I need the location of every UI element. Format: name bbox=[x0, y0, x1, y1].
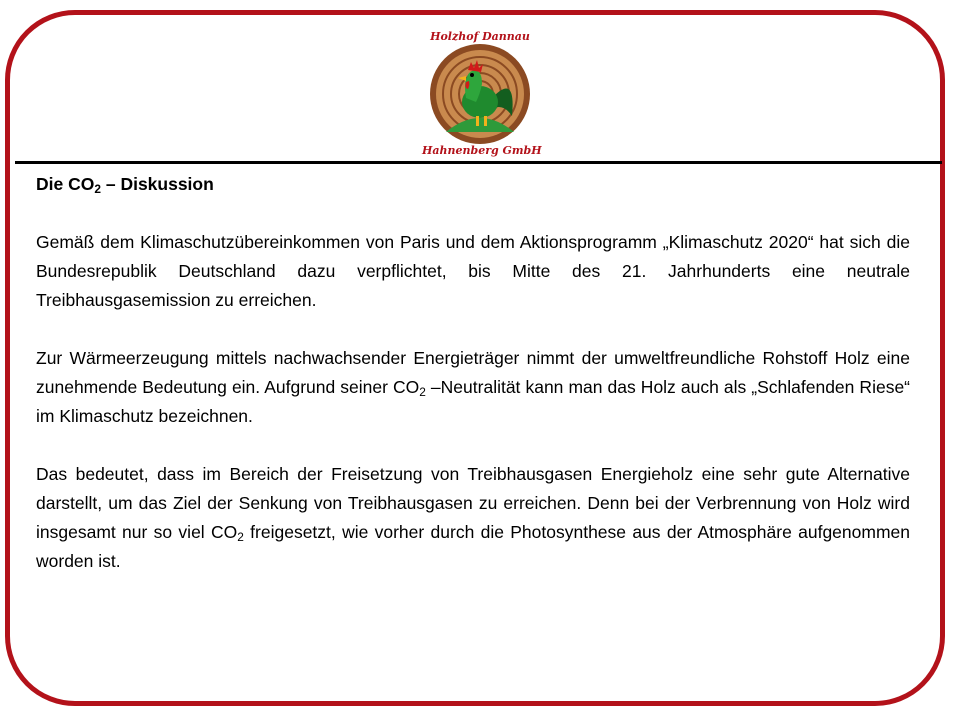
heading-text-b: – Diskussion bbox=[100, 174, 214, 194]
paragraph-2 bbox=[36, 344, 910, 431]
paragraph-1: Gemäß dem Klimaschutzübereinkommen von Paris und dem Aktionsprogramm „Klimaschutz 2020“ hat sich die Bundesrepublik Deutschland dazu verpflichtet, bis Mitte des 21. Jahrhunderts eine neutrale Treibhausgasemission zu erreichen. bbox=[36, 232, 910, 310]
paragraph-3-text-b: freigesetzt, wie vorher durch die Photosynthese aus der Atmosphäre aufgenommen worden ist. bbox=[36, 522, 910, 571]
logo-title-bottom: Hahnenberg GmbH bbox=[422, 144, 542, 157]
header-rule bbox=[15, 161, 942, 164]
company-logo bbox=[422, 26, 542, 162]
heading-text-a: Die CO bbox=[36, 174, 95, 194]
paragraph-3 bbox=[36, 460, 910, 576]
paragraph-2-subscript: 2 bbox=[419, 384, 426, 399]
slide-content bbox=[36, 170, 910, 576]
heading-subscript: 2 bbox=[94, 181, 101, 196]
paragraph-3-text-a: Das bedeutet, dass im Bereich der Freisetzung von Treibhausgasen Energieholz eine sehr gute Alternative darstellt, um das Ziel der Senkung von Treibhausgasen zu erreichen. Denn bei der Verbrennung von Holz wird insgesamt nur so viel CO bbox=[36, 464, 910, 542]
logo-title-top: Holzhof Dannau bbox=[430, 30, 530, 43]
paragraph-3-subscript: 2 bbox=[237, 529, 244, 544]
section-heading bbox=[36, 170, 910, 199]
rooster-logo-icon bbox=[428, 44, 532, 144]
paragraph-2-text-b: –Neutralität kann man das Holz auch als „Schlafenden Riese“ im Klimaschutz bezeichnen. bbox=[36, 377, 910, 426]
paragraph-2-text-a: Zur Wärmeerzeugung mittels nachwachsender Energieträger nimmt der umweltfreundliche Rohstoff Holz eine zunehmende Bedeutung ein. Aufgrund seiner CO bbox=[36, 348, 910, 397]
